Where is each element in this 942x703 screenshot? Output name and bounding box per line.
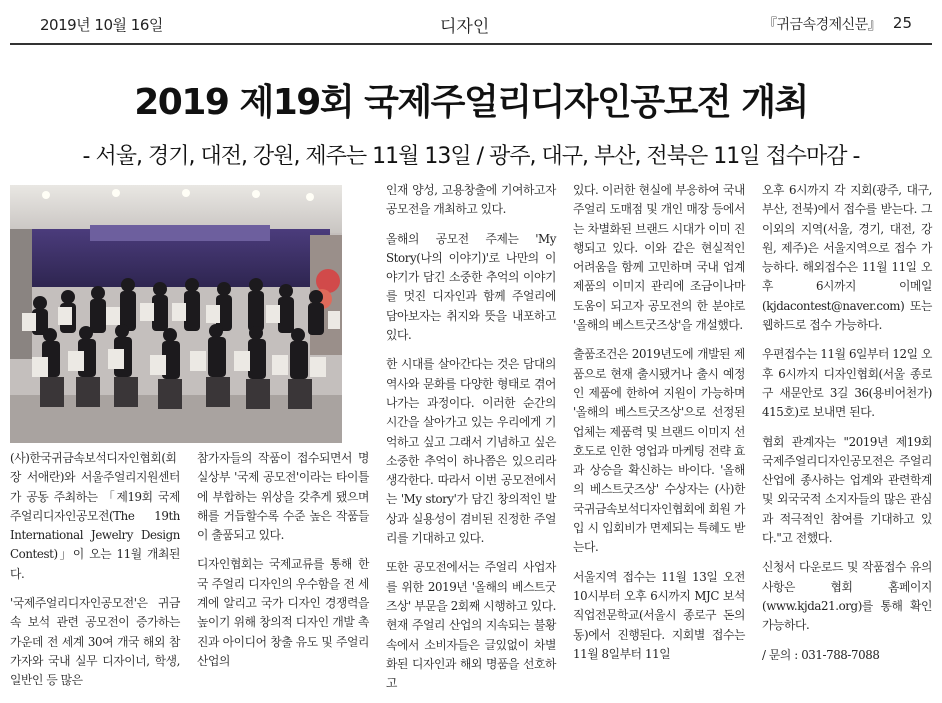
header-rule [10,43,932,45]
text-column-3 [386,181,556,703]
paragraph: 우편접수는 11월 6일부터 12일 오후 6시까지 디자인협회(서울 종로구 새문안로 3길 36(용비어천가) 415호)로 보내면 된다. [762,347,932,420]
text-column-1 [10,449,180,701]
text-column-4 [573,181,745,674]
issue-date: 2019년 10월 16일 [40,16,163,34]
paragraph: 협회 관계자는 "2019년 제19회 국제주얼리디자인공모전은 주얼리 산업에 종사하는 업계와 관련학계 및 외국국적 소지자들의 많은 관심과 적극적인 참여를 기대하고 있다."고 전했다. [762,434,932,546]
paragraph: 오후 6시까지 각 지회(광주, 대구, 부산, 전북)에서 접수를 받는다. 그 이외의 지역(서울, 경기, 대전, 강원, 제주)은 서울지역으로 접수 가능하다. 해외접수은 11월 11일 오후 6시까지 이메일(kjdacontest@naver.com) 또는 웹하드로 접수 가능하다. [762,183,932,333]
paragraph: 있다. 이러한 현실에 부응하여 국내 주얼리 도매점 및 개인 매장 등에서는 차별화된 브랜드 시대가 이미 진행되고 있다. 이와 같은 현실적인 어려움을 함께 고민하며 국내 업계 제품의 이미지 관리에 조금이나마 도움이 되고자 공모전의 한 분야로 '올해의 베스트굿즈상'을 개설했다. [573,183,745,333]
paragraph: 신청서 다운로드 및 작품접수 유의사항은 협회 홈페이지(www.kjda21.org)를 통해 확인 가능하다. [762,560,932,633]
section-title: 디자인 [440,17,490,37]
paragraph: 올해의 공모전 주제는 'My Story(나의 이야기)'로 나만의 이야기가 담긴 소중한 추억의 이야기를 멋진 디자인과 함께 주얼리에 담아보자는 취지와 뜻을 내포하고 있다. [386,231,556,343]
paragraph: 한 시대를 살아간다는 것은 담대의 역사와 문화를 다양한 형태로 겪어나가는 과정이다. 이러한 순간의 시간을 살아가고 있는 우리에게 기억하고 싶고 그래서 기념하고 싶은 소중한 추억이 하나쯤은 있으리라 생각한다. 따라서 이번 공모전에서는 'My story'가 담긴 창의적인 발상과 실용성이 겸비된 진정한 주얼리를 기대하고 있다. [386,357,556,546]
contact-line: / 문의 : 031-788-7088 [762,647,880,662]
text-column-5 [762,181,932,675]
award-group-photo [10,185,342,443]
paragraph: 참가자들의 작품이 접수되면서 명실상부 '국제 공모전'이라는 타이틀에 부합하는 위상을 갖추게 됐으며 해를 거듭할수록 수준 높은 작품들이 출품되고 있다. [197,451,369,543]
paragraph: 출품조건은 2019년도에 개발된 제품으로 현재 출시됐거나 출시 예정인 제품에 한하여 지원이 가능하며 '올해의 베스트굿즈상'으로 선정된 업체는 제품력 및 브랜드 이미지 선호도로 인한 영업과 마케팅 전략 효과 상승을 확신하는 바이다. '올해의 베스트굿즈상' 수상자는 (사)한국귀금속보석디자인협회에 회원 가입 시 입회비가 면제되는 특혜도 받는다. [573,347,745,555]
paragraph: 또한 공모전에서는 주얼리 사업자를 위한 2019년 '올해의 베스트굿즈상' 부문을 2회째 시행하고 있다. 현재 주얼리 산업의 지속되는 불황 속에서 소비자들은 글있없이 차별화된 디자인과 해외 명품을 선호하고 [386,560,556,691]
paragraph: 인재 양성, 고용창출에 기여하고자 공모전을 개최하고 있다. [386,183,556,217]
page-header [10,0,932,44]
paragraph: '국제주얼리디자인공모전'은 귀금속 보석 관련 공모전이 증가하는 가운데 전 세계 30여 개국 해외 참가자와 국내 실무 디자이너, 학생, 일반인 등 많은 [10,596,180,688]
paragraph: 서울지역 접수는 11월 13일 오전 10시부터 오후 6시까지 MJC 보석직업전문학교(서울시 종로구 돈의동)에서 진행된다. 지회별 접수는 11월 8일부터 11일 [573,569,745,661]
paragraph: 디자인협회는 국제교류를 통해 한국 주얼리 디자인의 우수함을 전 세계에 알리고 국가 디자인 경쟁력을 높이기 위해 창의적 디자인 개발 촉진과 아이디어 창출 유도 및 주얼리 산업의 [197,557,369,668]
page-number: 25 [892,14,912,32]
article-subhead: - 서울, 경기, 대전, 강원, 제주는 11월 13일 / 광주, 대구, 부산, 전북은 11일 접수마감 - [82,144,860,169]
article-headline: 2019 제19회 국제주얼리디자인공모전 개최 [134,82,808,123]
text-column-2 [197,449,369,681]
newspaper-name: 『귀금속경제신문』 [763,17,882,33]
paragraph: (사)한국귀금속보석디자인협회(회장 서애란)와 서울주얼리지원센터가 공동 주최하는 「제19회 국제주얼리디자인공모전(The 19th International Jewelry Design Contest)」이 오는 11월 개최된다. [10,451,180,581]
